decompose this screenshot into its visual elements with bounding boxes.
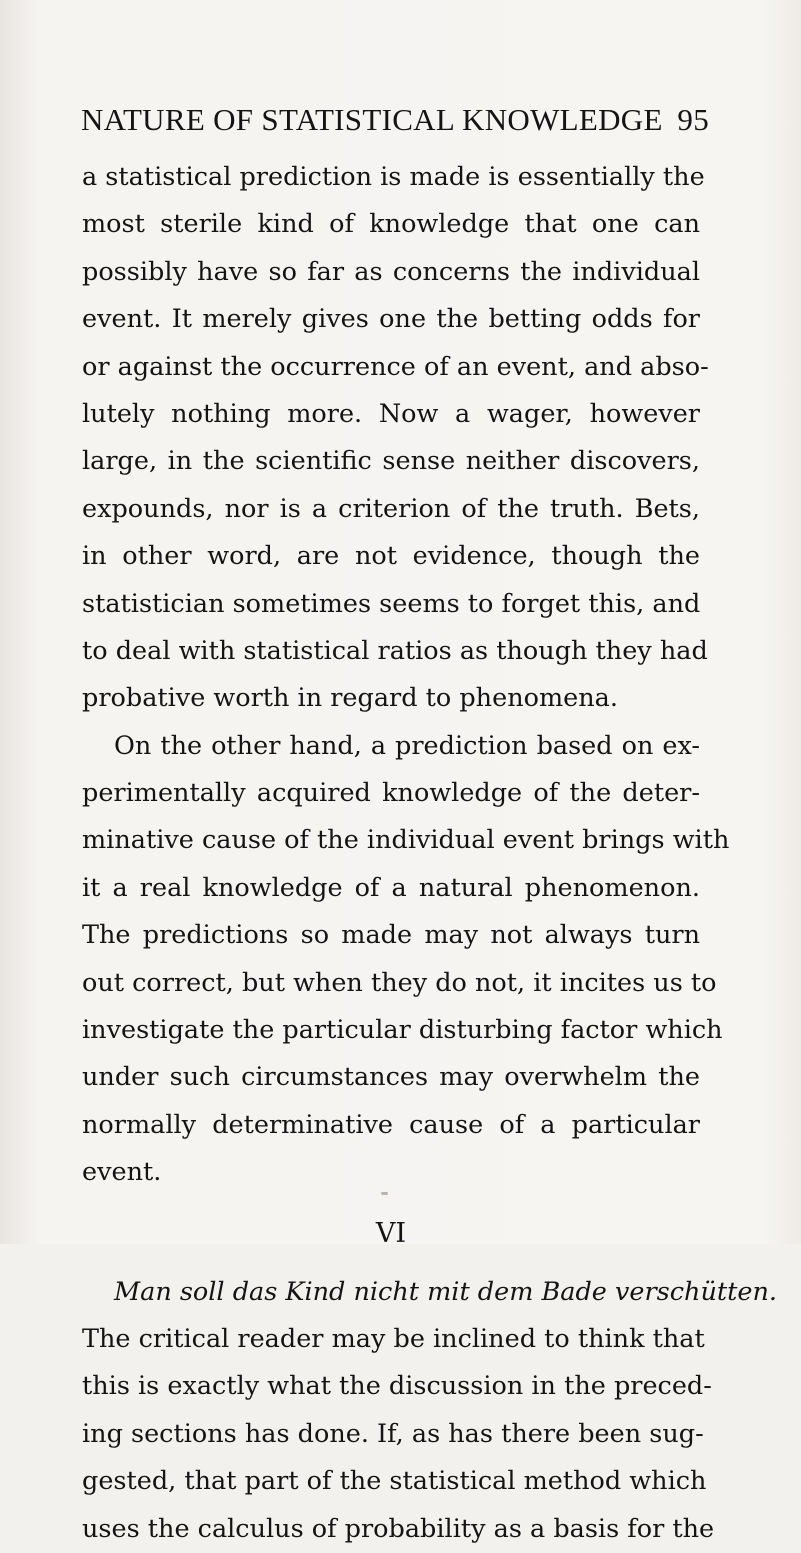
- text-line: a statistical prediction is made is essentially the: [82, 162, 705, 192]
- text-line: minative cause of the individual event brings with: [82, 825, 730, 856]
- section-heading: VI: [375, 1217, 407, 1249]
- text-line: in other word, are not evidence, though the: [82, 541, 700, 572]
- body-text: [82, 154, 777, 1553]
- paragraph-continued: [82, 154, 709, 723]
- text-line: normally determinative cause of a particular: [82, 1109, 700, 1140]
- text-line: under such circumstances may overwhelm the: [82, 1062, 700, 1093]
- motto-line: Man soll das Kind nicht mit dem Bade verschütten.: [114, 1276, 777, 1307]
- paragraph: [82, 723, 730, 1197]
- text-line: ing sections has done. If, as has there been sug-: [82, 1418, 704, 1449]
- text-line: lutely nothing more. Now a wager, however: [82, 398, 700, 429]
- text-line: probative worth in regard to phenomena.: [82, 683, 618, 714]
- text-line: uses the calculus of probability as a basis for the: [82, 1513, 715, 1544]
- text-line: event. It merely gives one the betting odds for: [82, 304, 700, 335]
- page-number: 95: [677, 102, 709, 137]
- text-line: most sterile kind of knowledge that one can: [82, 209, 700, 240]
- text-line: to deal with statistical ratios as though they had: [82, 635, 708, 666]
- text-line: The predictions so made may not always turn: [82, 920, 700, 951]
- running-head: [81, 100, 711, 140]
- text-line: statistician sometimes seems to forget this, and: [82, 588, 701, 619]
- text-line: The critical reader may be inclined to think that: [82, 1323, 705, 1354]
- text-line: out correct, but when they do not, it incites us to: [82, 967, 717, 998]
- text-line: or against the occurrence of an event, and abso-: [82, 351, 709, 382]
- paper-speck: [381, 1192, 388, 1195]
- text-line: possibly have so far as concerns the individual: [82, 256, 700, 287]
- text-line: event.: [82, 1157, 162, 1188]
- section-paragraph: [82, 1269, 777, 1553]
- text-line: large, in the scientific sense neither discovers,: [82, 446, 700, 477]
- text-line: expounds, nor is a criterion of the truth. Bets,: [82, 493, 700, 524]
- text-line: investigate the particular disturbing factor which: [82, 1015, 723, 1046]
- text-line: On the other hand, a prediction based on ex-: [114, 730, 700, 761]
- running-head-title: NATURE OF STATISTICAL KNOWLEDGE: [81, 102, 663, 137]
- text-line: it a real knowledge of a natural phenomenon.: [82, 872, 700, 903]
- text-line: perimentally acquired knowledge of the deter-: [82, 778, 700, 809]
- text-line: this is exactly what the discussion in the preced-: [82, 1371, 712, 1402]
- text-line: gested, that part of the statistical method which: [82, 1466, 707, 1497]
